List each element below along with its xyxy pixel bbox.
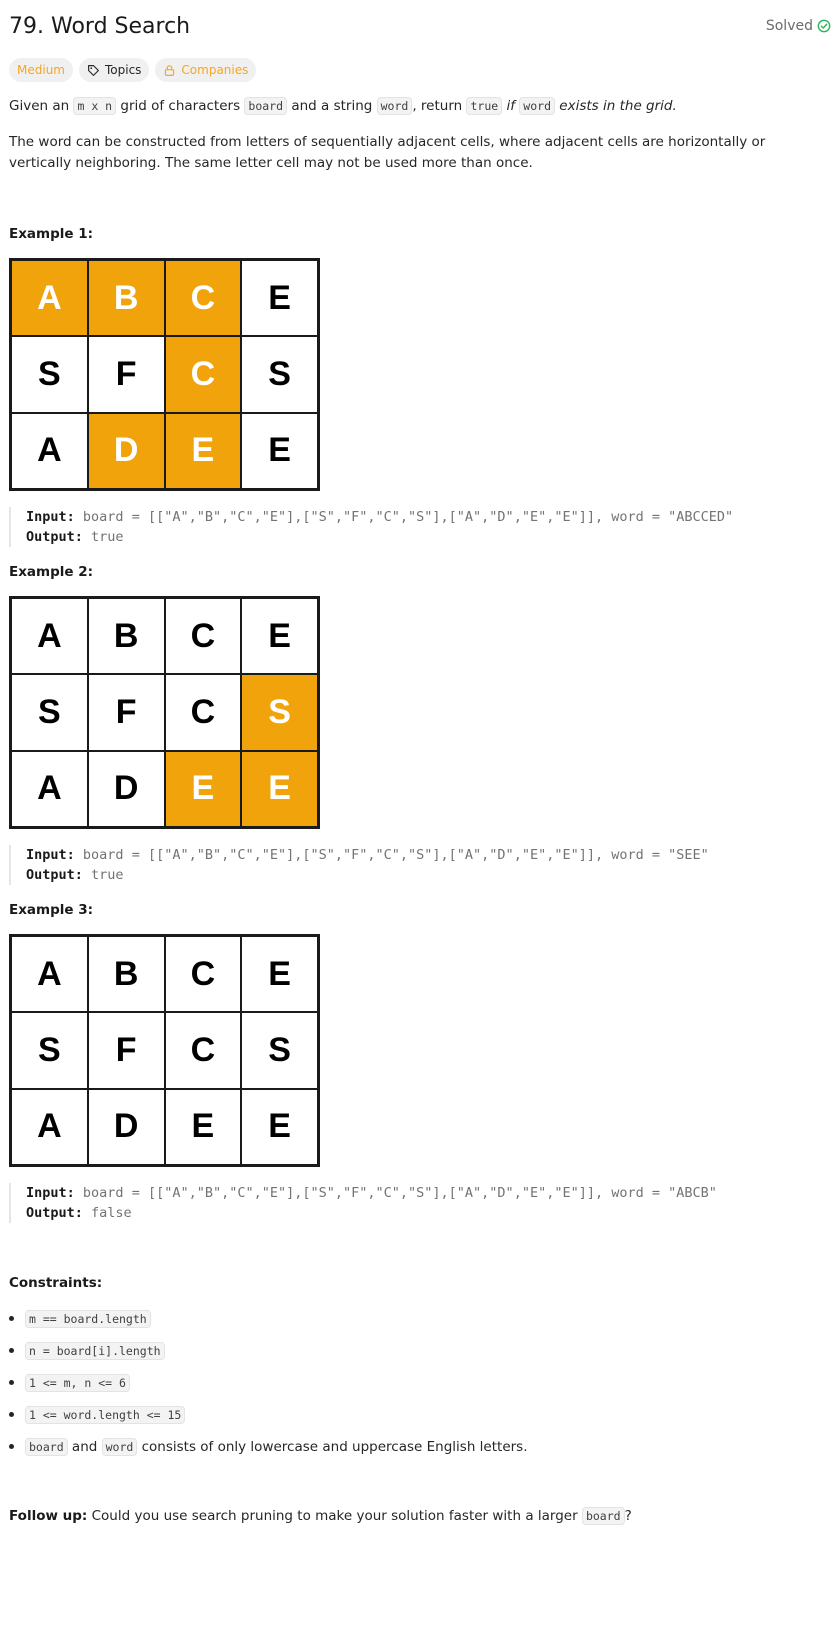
board-cell: E (165, 751, 242, 827)
follow-up-label: Follow up: (9, 1508, 88, 1524)
constraints-list (9, 1303, 528, 1463)
board-cell: A (11, 598, 88, 674)
board-cell: E (241, 260, 318, 336)
solved-label: Solved (765, 18, 813, 34)
board-cell: B (88, 598, 165, 674)
problem-title: 79. Word Search (9, 14, 191, 39)
companies-tag[interactable] (155, 58, 256, 82)
topics-tag[interactable] (79, 58, 149, 82)
board-cell: S (11, 336, 88, 412)
board-cell: B (88, 936, 165, 1012)
constraint-item: m == board.length (9, 1303, 528, 1335)
board-cell: D (88, 413, 165, 489)
follow-up: Follow up: Could you use search pruning to make your solution faster with a larger board ? (9, 1508, 632, 1524)
topics-label: Topics (104, 63, 142, 77)
example-1-heading: Example 1: (9, 226, 94, 242)
description-paragraph-1: Given an m x n grid of characters board and a string word , return true if word exists in the grid. (9, 98, 677, 114)
constraint-item: board and word consists of only lowercase and uppercase English letters. (9, 1431, 528, 1463)
board-cell: C (165, 598, 242, 674)
example-1-io: Input: board = [["A","B","C","E"],["S","F","C","S"],["A","D","E","E"]], word = "ABCCED" Output: true (9, 507, 733, 547)
constraint-item: 1 <= m, n <= 6 (9, 1367, 528, 1399)
lock-icon (163, 64, 176, 77)
board-cell: B (88, 260, 165, 336)
board-cell: A (11, 936, 88, 1012)
board-cell: S (241, 674, 318, 750)
board-cell: E (241, 413, 318, 489)
board-cell: F (88, 674, 165, 750)
board-cell: F (88, 1012, 165, 1088)
example-2-io: Input: board = [["A","B","C","E"],["S","F","C","S"],["A","D","E","E"]], word = "SEE" Output: true (9, 845, 709, 885)
board-cell: A (11, 751, 88, 827)
solved-status (766, 18, 831, 34)
board-cell: E (241, 751, 318, 827)
board-cell: A (11, 413, 88, 489)
tag-row (9, 58, 256, 82)
example-1-board (9, 258, 320, 491)
board-cell: E (241, 598, 318, 674)
check-circle-icon (817, 19, 831, 33)
board-cell: C (165, 674, 242, 750)
board-cell: E (165, 1089, 242, 1165)
difficulty-label: Medium (17, 63, 65, 77)
board-cell: C (165, 336, 242, 412)
constraint-item: n = board[i].length (9, 1335, 528, 1367)
board-cell: D (88, 751, 165, 827)
board-cell: C (165, 1012, 242, 1088)
board-cell: E (241, 1089, 318, 1165)
board-cell: F (88, 336, 165, 412)
constraint-item: 1 <= word.length <= 15 (9, 1399, 528, 1431)
tag-icon (87, 64, 100, 77)
companies-label: Companies (181, 63, 249, 77)
difficulty-tag[interactable] (9, 58, 73, 82)
board-cell: E (241, 936, 318, 1012)
description-paragraph-2: The word can be constructed from letters of sequentially adjacent cells, where adjacent cells are horizontally or vertically neighboring. The same letter cell may not be used more than once. (9, 134, 766, 171)
board-cell: C (165, 260, 242, 336)
board-cell: S (241, 336, 318, 412)
board-cell: C (165, 936, 242, 1012)
board-cell: D (88, 1089, 165, 1165)
example-2-heading: Example 2: (9, 564, 94, 580)
board-cell: A (11, 260, 88, 336)
board-cell: S (241, 1012, 318, 1088)
board-cell: E (165, 413, 242, 489)
board-cell: A (11, 1089, 88, 1165)
constraints-heading: Constraints: (9, 1275, 103, 1291)
board-cell: S (11, 1012, 88, 1088)
board-cell: S (11, 674, 88, 750)
example-3-io: Input: board = [["A","B","C","E"],["S","F","C","S"],["A","D","E","E"]], word = "ABCB" Output: false (9, 1183, 717, 1223)
example-3-heading: Example 3: (9, 902, 94, 918)
example-3-board (9, 934, 320, 1167)
example-2-board (9, 596, 320, 829)
